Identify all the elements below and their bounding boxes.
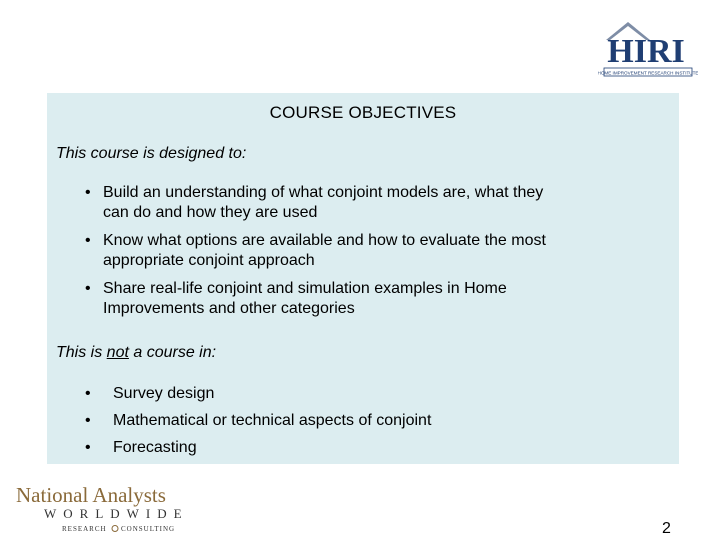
objective-line: Improvements and other categories: [103, 300, 355, 317]
not-intro-emphasis: not: [106, 344, 129, 361]
objective-line: Share real-life conjoint and simulation examples in Home: [103, 280, 507, 297]
designed-intro: This course is designed to:: [56, 145, 247, 162]
bullet-icon: •: [85, 184, 91, 201]
page-number: 2: [662, 520, 671, 537]
list-item: [85, 183, 675, 223]
topic-label: Forecasting: [113, 439, 197, 456]
objective-line: Know what options are available and how to evaluate the most: [103, 232, 546, 249]
hiri-wordmark: HIRI: [607, 33, 685, 70]
objectives-panel: [47, 93, 679, 464]
hiri-logo: [598, 18, 698, 78]
objective-line: Build an understanding of what conjoint models are, what they: [103, 184, 544, 201]
na-logo-line3-left: RESEARCH: [62, 525, 107, 533]
bullet-icon: •: [85, 385, 91, 402]
bullet-icon: •: [85, 412, 91, 429]
na-logo-line3-right: CONSULTING: [121, 525, 176, 533]
not-intro-prefix: This is: [56, 344, 107, 361]
slide-title: COURSE OBJECTIVES: [269, 103, 457, 122]
bullet-icon: •: [85, 232, 91, 249]
objectives-list: [85, 183, 675, 327]
list-item: [85, 438, 431, 458]
not-course-intro: [56, 344, 216, 362]
topic-label: Survey design: [113, 385, 215, 402]
hiri-tagline: HOME IMPROVEMENT RESEARCH INSTITUTE: [598, 70, 698, 76]
list-item: [85, 384, 431, 404]
national-analysts-logo: [14, 482, 194, 534]
list-item: [85, 411, 431, 431]
bullet-icon: •: [85, 280, 91, 297]
na-logo-line2: WORLDWIDE: [44, 506, 189, 521]
not-topics-list: [85, 384, 431, 465]
bullet-icon: •: [85, 439, 91, 456]
list-item: [85, 279, 675, 319]
not-intro-suffix: a course in:: [128, 344, 217, 361]
objective-line: appropriate conjoint approach: [103, 252, 315, 269]
list-item: [85, 231, 675, 271]
objective-line: can do and how they are used: [103, 204, 318, 221]
na-logo-line1: National Analysts: [16, 483, 166, 507]
topic-label: Mathematical or technical aspects of conjoint: [113, 412, 432, 429]
